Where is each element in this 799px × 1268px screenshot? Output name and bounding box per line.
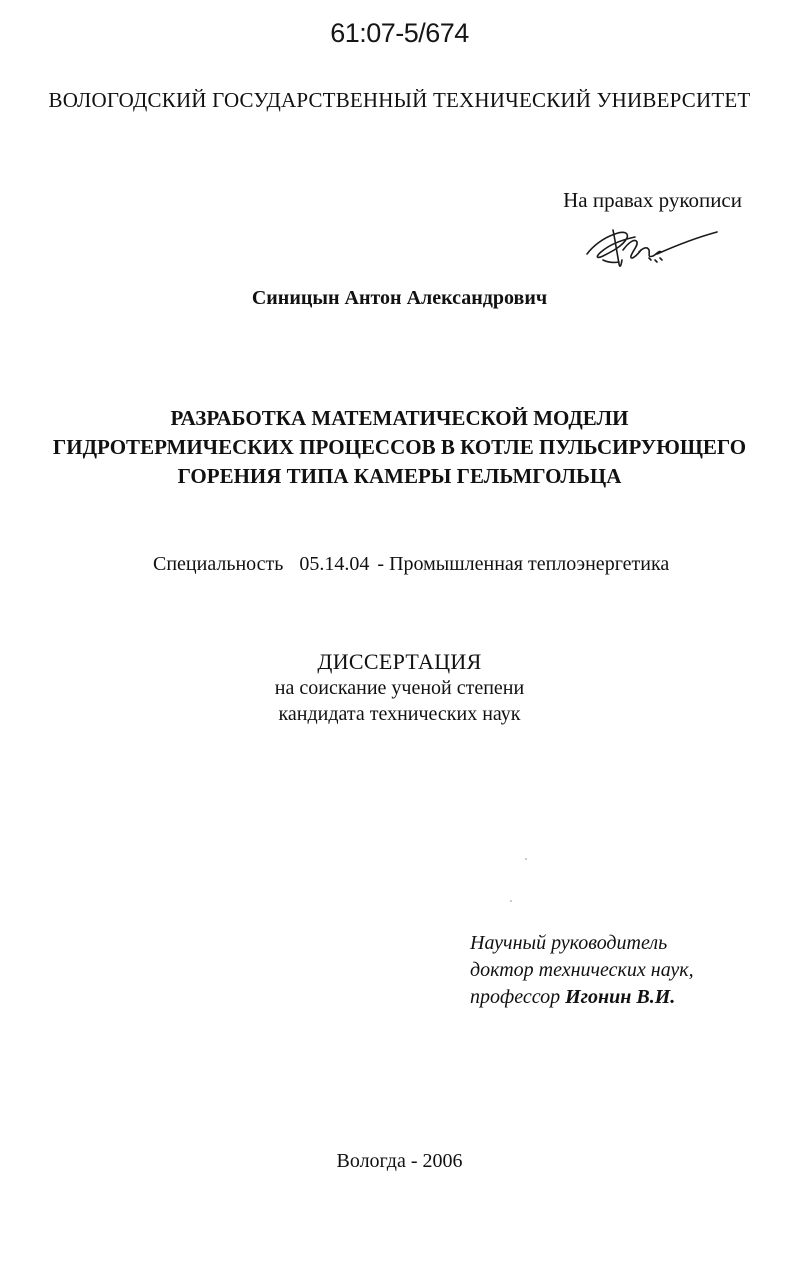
scan-speck [510, 900, 512, 902]
supervisor-block [470, 930, 694, 1011]
supervisor-rank-line [470, 984, 694, 1011]
specialty-name: - Промышленная теплоэнергетика [377, 553, 670, 575]
scan-speck [525, 858, 527, 860]
specialty-code: 05.14.04 [299, 553, 370, 575]
degree-line-1: на соискание ученой степени [274, 677, 525, 699]
title-line-1: РАЗРАБОТКА МАТЕМАТИЧЕСКОЙ МОДЕЛИ [170, 406, 629, 430]
title-line-2: ГИДРОТЕРМИЧЕСКИХ ПРОЦЕССОВ В КОТЛЕ ПУЛЬСИРУЮЩЕГО [52, 435, 747, 459]
specialty-line [153, 553, 669, 576]
manuscript-note: На правах рукописи [563, 188, 742, 212]
dissertation-heading: ДИССЕРТАЦИЯ [317, 649, 482, 674]
degree-line-2: кандидата технических наук [278, 703, 521, 725]
university-name: ВОЛОГОДСКИЙ ГОСУДАРСТВЕННЫЙ ТЕХНИЧЕСКИЙ УНИВЕРСИТЕТ [48, 88, 751, 112]
supervisor-name: Игонин В.И. [565, 986, 676, 1008]
supervisor-degree: доктор технических наук, [470, 959, 694, 981]
library-code: 61:07-5/674 [330, 18, 469, 48]
dissertation-type-block [0, 649, 799, 727]
handwritten-signature [583, 220, 723, 274]
supervisor-role: Научный руководитель [470, 932, 668, 954]
supervisor-rank: профессор [470, 986, 561, 1008]
title-line-3: ГОРЕНИЯ ТИПА КАМЕРЫ ГЕЛЬМГОЛЬЦА [177, 464, 622, 488]
specialty-label: Специальность [153, 553, 284, 575]
city-year: Вологда - 2006 [336, 1150, 463, 1172]
author-name: Синицын Антон Александрович [251, 287, 548, 309]
dissertation-title [0, 404, 799, 491]
